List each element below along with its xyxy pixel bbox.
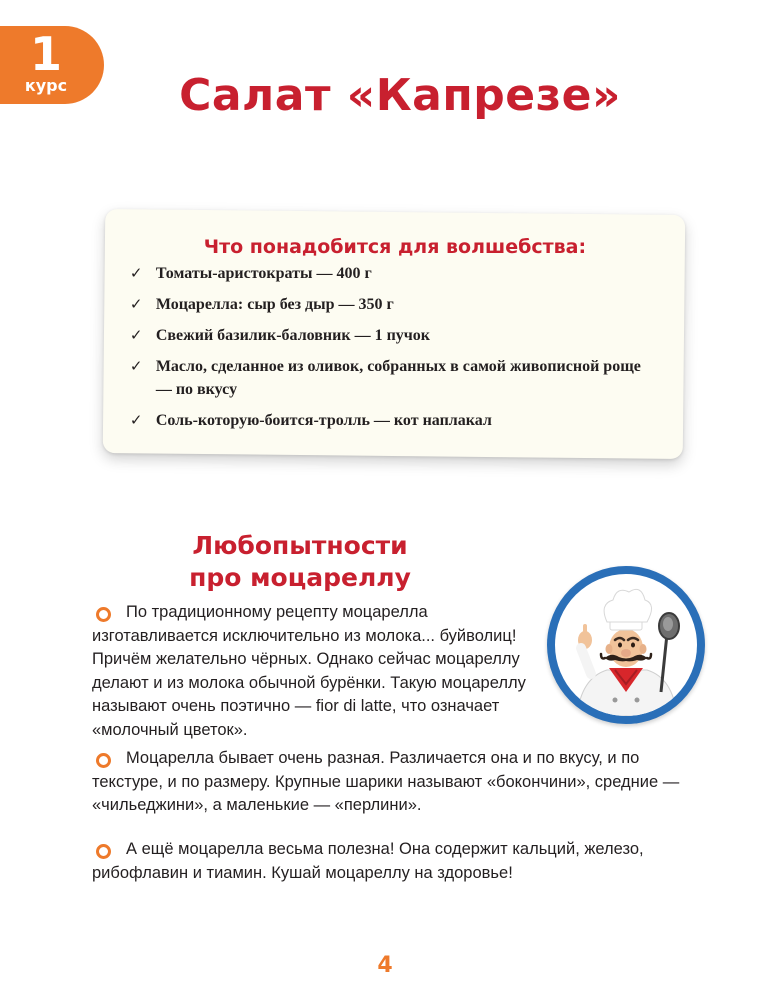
ingredient-text: Моцарелла: сыр без дыр — 350 г xyxy=(155,295,394,313)
check-icon: ✓ xyxy=(129,263,143,282)
chef-illustration xyxy=(547,566,705,724)
check-icon: ✓ xyxy=(129,294,143,313)
ingredient-item xyxy=(130,293,650,316)
facts-heading-line2: про моцареллу xyxy=(189,563,411,592)
ingredient-item xyxy=(130,262,650,285)
course-label: курс xyxy=(24,76,68,95)
ingredient-text: Томаты-аристократы — 400 г xyxy=(155,264,372,282)
fact-paragraph: Моцарелла бывает очень разная. Различается она и по вкусу, и по текстуре, и по размеру. Крупные шарики называют «бокончини», средние — «чильеджини», а маленькие — «перлини». xyxy=(92,749,680,814)
chef-avatar-inner xyxy=(555,574,697,716)
facts-heading-line1: Любопытности xyxy=(192,531,408,560)
ingredients-heading: Что понадобится для волшебства: xyxy=(203,236,587,259)
ingredient-text: Масло, сделанное из оливок, собранных в самой живописной роще — по вкусу xyxy=(155,357,641,398)
facts-heading xyxy=(150,530,450,594)
course-number: 1 xyxy=(29,27,62,81)
ingredient-item xyxy=(130,409,650,432)
ingredients-card xyxy=(103,209,686,459)
page-title: Салат «Капрезе» xyxy=(179,70,621,121)
ingredient-text: Соль-которую-боится-тролль — кот наплакал xyxy=(155,411,492,429)
chef-icon xyxy=(555,574,697,716)
page-number: 4 xyxy=(377,953,393,978)
ingredient-item xyxy=(130,324,650,347)
fact-paragraph: А ещё моцарелла весьма полезна! Она содержит кальций, железо, рибофлавин и тиамин. Кушай моцареллу на здоровье! xyxy=(92,840,644,882)
check-icon: ✓ xyxy=(129,356,143,375)
ingredient-item xyxy=(130,355,650,401)
check-icon: ✓ xyxy=(129,410,143,429)
fact-paragraph: По традиционному рецепту моцарелла изготавливается исключительно из молока... буйволиц! Причём желательно чёрных. Однако сейчас моцареллу делают и из молока обычной бурёнки. Такую моцареллу называют очень поэтично — fior di latte, что означает «молочный цветок». xyxy=(92,603,526,739)
ingredient-text: Свежий базилик-баловник — 1 пучок xyxy=(155,326,431,344)
ingredients-list xyxy=(130,262,650,440)
check-icon: ✓ xyxy=(129,325,143,344)
